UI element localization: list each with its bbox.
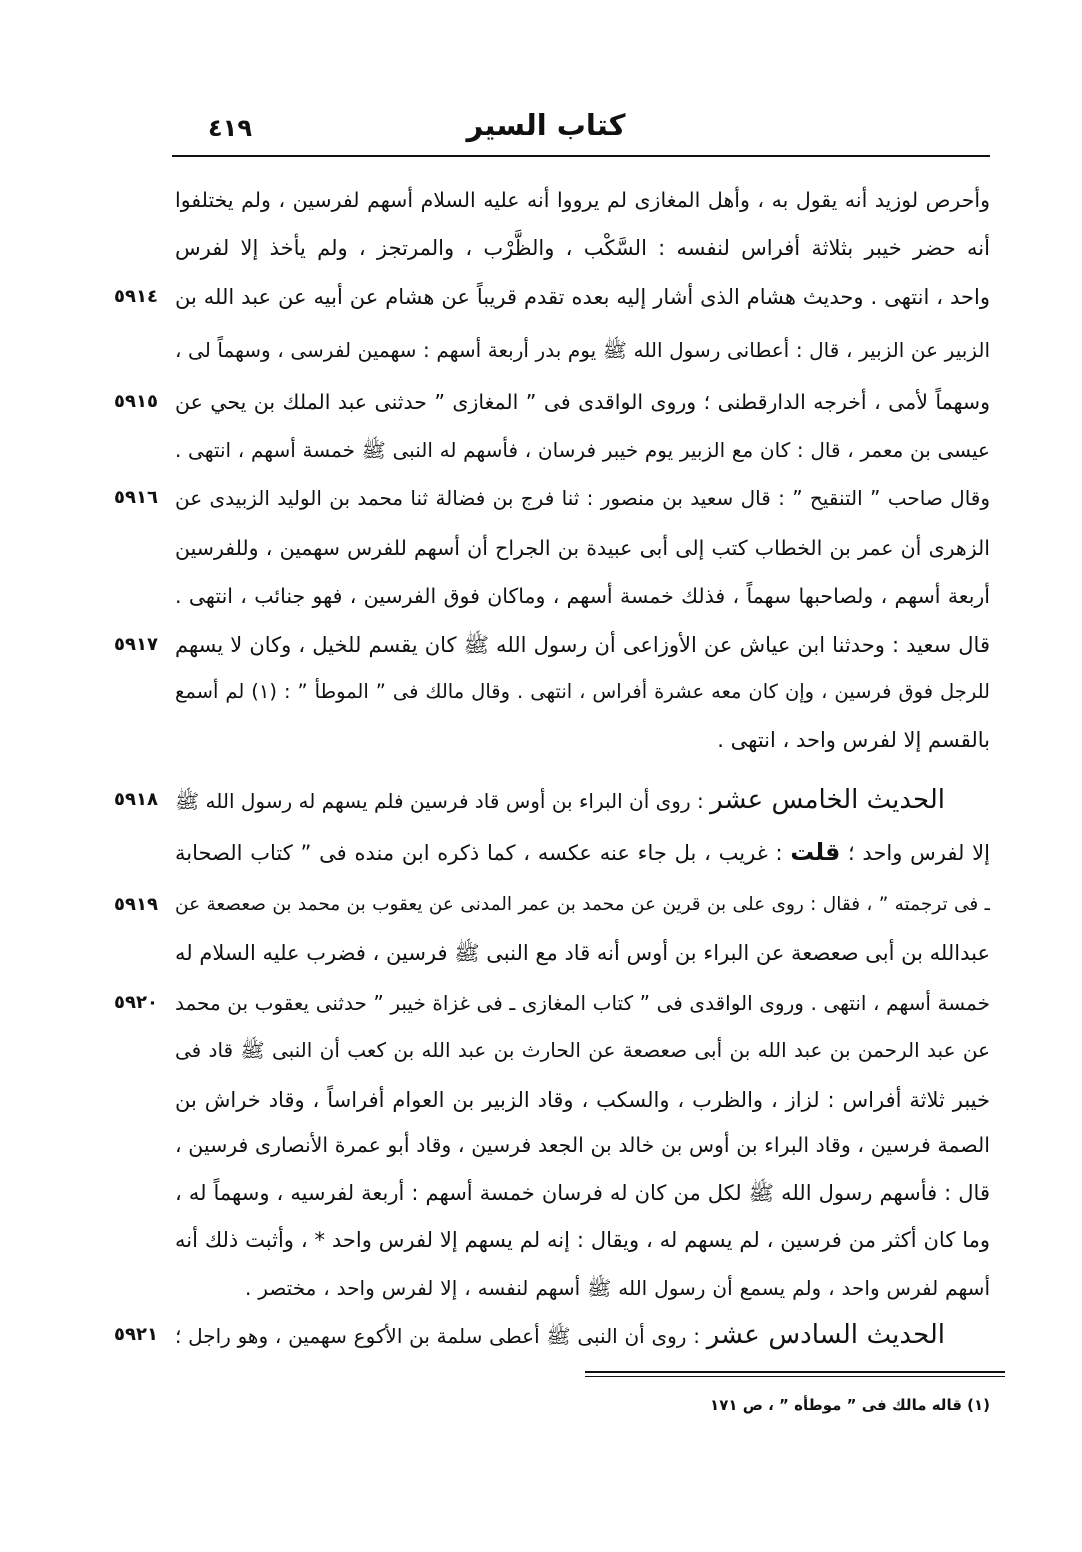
text-line: وما كان أكثر من فرسين ، لم يسهم له ، ويقال : إنه لم يسهم إلا لفرس واحد * ، وأثبت ذلك أنه: [175, 1228, 990, 1252]
text-line: للرجل فوق فرسين ، وإن كان معه عشرة أفراس ، انتهى . وقال مالك فى ” الموطأ ” : (١) لم أسمع: [175, 680, 990, 703]
text-line: وأحرص لوزيد أنه يقول به ، وأهل المغازى لم يرووا أنه عليه السلام أسهم لفرسين ، ولم يختلفوا: [175, 188, 990, 212]
text-line: خيبر ثلاثة أفراس : لزاز ، والظرب ، والسكب ، وقاد الزبير بن العوام أفراساً ، وقاد خراش بن: [175, 1088, 990, 1112]
running-head: كتاب السير: [466, 108, 626, 142]
text-line: واحد ، انتهى . وحديث هشام الذى أشار إليه بعده تقدم قريباً عن هشام عن أبيه عن عبد الله بن: [175, 285, 990, 309]
hadith-number: ٥٩١٨: [114, 789, 158, 810]
hadith-number: ٥٩١٦: [114, 487, 158, 508]
text-line: الزهرى أن عمر بن الخطاب كتب إلى أبى عبيدة بن الجراح أن أسهم للفرس سهمين ، وللفرسين: [175, 536, 990, 560]
text-segment: : روى أن النبى ﷺ أعطى سلمة بن الأكوع سهمين ، وهو راجل ؛: [175, 1324, 707, 1348]
text-line: قال : فأسهم رسول الله ﷺ لكل من كان له فرسان خمسة أسهم : أربعة لفرسيه ، وسهماً له ،: [175, 1181, 990, 1205]
text-line: قال سعيد : وحدثنا ابن عياش عن الأوزاعى أن رسول الله ﷺ كان يقسم للخيل ، وكان لا يسهم: [175, 633, 990, 657]
hadith-number: ٥٩١٥: [114, 391, 158, 412]
text-segment: إلا لفرس واحد ؛: [840, 841, 990, 865]
footnote-rule: [585, 1371, 1005, 1377]
text-line: أربعة أسهم ، ولصاحبها سهماً ، فذلك خمسة أسهم ، وماكان فوق الفرسين ، فهو جنائب ، انتهى .: [175, 584, 990, 608]
hadith-heading-line: [175, 778, 945, 822]
text-line: خمسة أسهم ، انتهى . وروى الواقدى فى ” كتاب المغازى ـ فى غزاة خيبر ” حدثنى يعقوب بن محمد: [175, 991, 990, 1015]
text-line: عيسى بن معمر ، قال : كان مع الزبير يوم خيبر فرسان ، فأسهم له النبى ﷺ خمسة أسهم ، انتهى .: [175, 438, 990, 462]
text-line: عن عبد الرحمن بن عبد الله بن أبى صعصعة عن الحارث بن عبد الله بن كعب أن النبى ﷺ قاد فى: [175, 1038, 990, 1062]
hadith-number: ٥٩١٧: [114, 634, 158, 655]
hadith-number: ٥٩٢١: [114, 1324, 158, 1345]
text-line: ـ فى ترجمته ” ، فقال : روى على بن قرين عن محمد بن عمر المدنى عن يعقوب بن محمد بن صعصعة عن: [175, 894, 990, 915]
text-line: وسهماً لأمى ، أخرجه الدارقطنى ؛ وروى الواقدى فى ” المغازى ” حدثنى عبد الملك بن يحي عن: [175, 390, 990, 414]
text-line: وقال صاحب ” التنقيح ” : قال سعيد بن منصور : ثنا فرج بن فضالة ثنا محمد بن الوليد الزبيدى عن: [175, 486, 990, 510]
text-line: أسهم لفرس واحد ، ولم يسمع أن رسول الله ﷺ أسهم لنفسه ، إلا لفرس واحد ، مختصر .: [245, 1276, 990, 1300]
text-line: أنه حضر خيبر بثلاثة أفراس لنفسه : السَّكْب ، والظَّرْب ، والمرتجز ، ولم يأخذ إلا لفرس: [175, 236, 990, 260]
header-rule: [172, 155, 990, 157]
text-segment: : روى أن البراء بن أوس قاد فرسين فلم يسهم له رسول الله ﷺ: [175, 789, 711, 813]
hadith-heading: الحديث الخامس عشر: [710, 785, 945, 815]
hadith-number: ٥٩١٩: [114, 894, 158, 915]
text-line: بالقسم إلا لفرس واحد ، انتهى .: [717, 728, 990, 752]
hadith-number: ٥٩١٤: [114, 286, 158, 307]
hadith-heading-line: [175, 1313, 945, 1357]
qultu-marker: قلت: [790, 838, 841, 866]
hadith-number: ٥٩٢٠: [114, 992, 158, 1013]
hadith-heading: الحديث السادس عشر: [706, 1320, 945, 1350]
page-number: ٤١٩: [208, 114, 252, 142]
text-line: [175, 830, 990, 874]
text-segment: : غريب ، بل جاء عنه عكسه ، كما ذكره ابن منده فى ” كتاب الصحابة: [175, 841, 791, 865]
text-line: عبدالله بن أبى صعصعة عن البراء بن أوس أنه قاد مع النبى ﷺ فرسين ، فضرب عليه السلام له: [175, 941, 990, 965]
text-line: الزبير عن الزبير ، قال : أعطانى رسول الله ﷺ يوم بدر أربعة أسهم : سهمين لفرسى ، وسهماً لى ،: [175, 338, 990, 362]
footnote: (١) قاله مالك فى ” موطأه ” ، ص ١٧١: [710, 1396, 990, 1414]
text-line: الصمة فرسين ، وقاد البراء بن أوس بن خالد بن الجعد فرسين ، وقاد أبو عمرة الأنصارى فرسين ،: [175, 1133, 990, 1157]
